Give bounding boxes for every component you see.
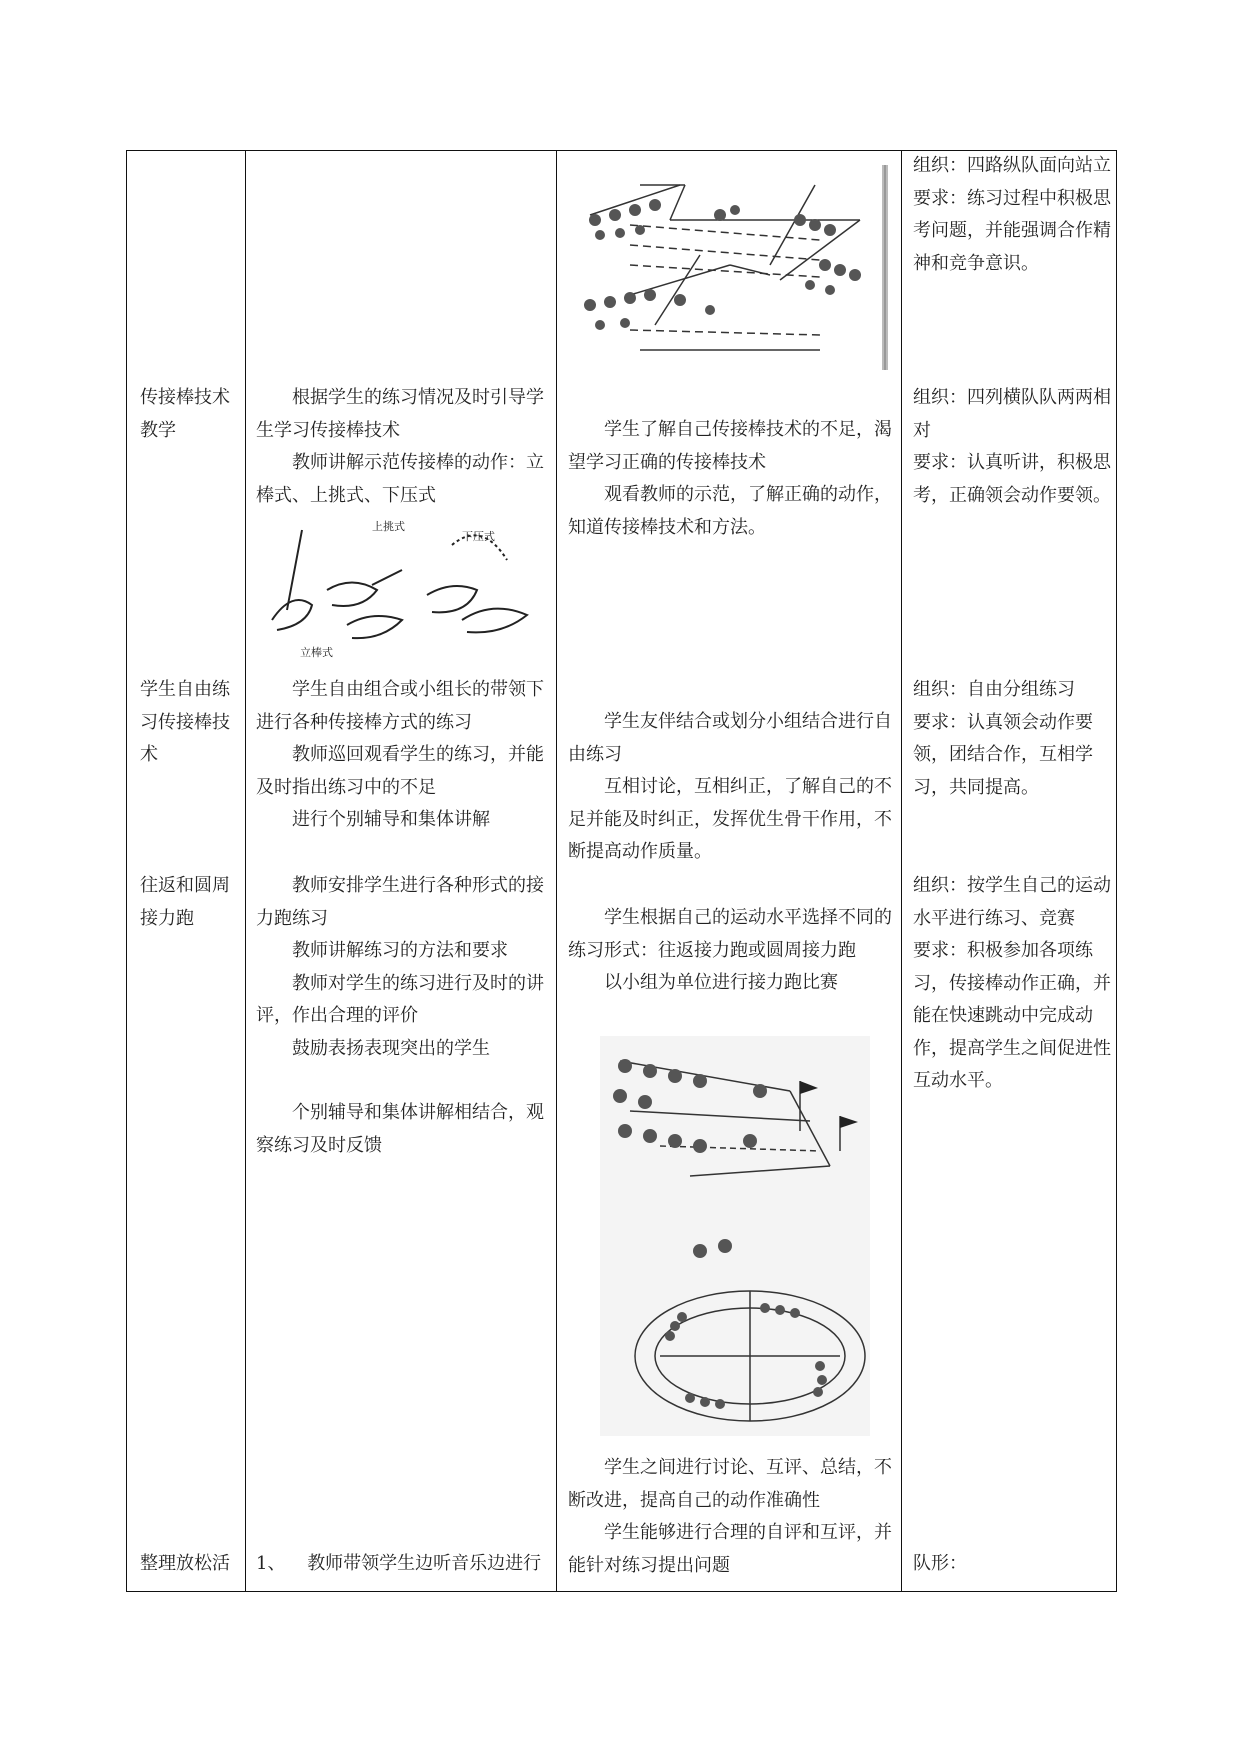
row4-col1-topic: 往返和圆周接力跑 (140, 875, 230, 929)
figure-label-up: 上挑式 (372, 520, 405, 533)
row2-col2-teacher (256, 382, 552, 512)
teacher-activity-line: 教师讲解练习的方法和要求 (292, 940, 508, 961)
student-activity-line: 以小组为单位进行接力跑比赛 (604, 972, 838, 993)
teacher-activity-line: 教师讲解示范传接棒的动作：立棒式、上挑式、下压式 (256, 452, 544, 506)
column-divider (245, 151, 246, 1591)
teacher-activity-line: 教师巡回观看学生的练习，并能及时指出练习中的不足 (256, 744, 544, 798)
row3-col2-teacher (256, 674, 552, 837)
row3-col3-student (568, 706, 898, 869)
row5-col1-topic: 整理放松活 (140, 1553, 230, 1574)
baton-pass-illustration (262, 520, 542, 662)
figure-label-upright: 立棒式 (300, 646, 333, 659)
teacher-activity-line: 根据学生的练习情况及时引导学生学习传接棒技术 (256, 387, 544, 441)
figure-label-down: 下压式 (462, 530, 495, 543)
row2-col3-student (568, 414, 898, 544)
student-activity-line: 学生之间进行讨论、互评、总结，不断改进，提高自己的动作准确性 (568, 1457, 892, 1511)
requirement-text: 要求：认真领会动作要领，团结合作，互相学习，共同提高。 (913, 711, 1093, 798)
row4-col3-student-top (568, 902, 898, 1000)
student-activity-line: 学生能够进行合理的自评和互评，并能针对练习提出问题 (568, 1522, 892, 1576)
teacher-activity-line: 进行个别辅导和集体讲解 (292, 809, 490, 830)
row2-col4-text (913, 382, 1111, 512)
organization-text: 组织：四路纵队面向站立 (913, 155, 1111, 176)
teacher-activity-line: 教师对学生的练习进行及时的讲评，作出合理的评价 (256, 972, 544, 1026)
row3-col1-topic: 学生自由练习传接棒技术 (140, 679, 230, 765)
organization-text: 组织：四列横队队两两相对 (913, 387, 1111, 441)
requirement-text: 要求：练习过程中积极思考问题，并能强调合作精神和竞争意识。 (913, 187, 1111, 274)
row3-col4-text (913, 674, 1111, 804)
column-divider (556, 151, 557, 1591)
organization-text: 组织：按学生自己的运动水平进行练习、竞赛 (913, 875, 1111, 929)
requirement-text: 要求：认真听讲，积极思考，正确领会动作要领。 (913, 452, 1111, 506)
row5-col2-teacher (256, 1548, 556, 1581)
row4-col2-teacher (256, 870, 552, 1162)
teacher-activity-line: 个别辅导和集体讲解相结合，观察练习及时反馈 (256, 1102, 544, 1156)
requirement-text: 要求：积极参加各项练习，传接棒动作正确，并能在快速跳动中完成动作，提高学生之间促进性互动水平。 (913, 940, 1111, 1091)
row4-col3-student-bottom (568, 1452, 898, 1582)
row1-col4-text (913, 150, 1111, 280)
student-activity-line: 学生根据自己的运动水平选择不同的练习形式：往返接力跑或圆周接力跑 (568, 907, 892, 961)
row2-col1-topic: 传接棒技术教学 (140, 387, 230, 441)
row5-col4-text: 队形： (913, 1553, 967, 1574)
student-activity-line: 互相讨论，互相纠正，了解自己的不足并能及时纠正，发挥优生骨干作用，不断提高动作质量。 (568, 776, 892, 862)
column-divider (901, 151, 902, 1591)
student-activity-line: 观看教师的示范，了解正确的动作，知道传接棒技术和方法。 (568, 484, 892, 538)
teacher-activity-line: 学生自由组合或小组长的带领下进行各种传接棒方式的练习 (256, 679, 544, 733)
organization-text: 组织：自由分组练习 (913, 679, 1075, 700)
relay-race-illustration (600, 1036, 870, 1436)
student-activity-line: 学生友伴结合或划分小组结合进行自由练习 (568, 711, 892, 765)
student-activity-line: 学生了解自己传接棒技术的不足，渴望学习正确的传接棒技术 (568, 419, 892, 473)
row4-col4-text (913, 870, 1111, 1098)
relay-formation-illustration (570, 165, 890, 370)
teacher-activity-line: 教师带领学生边听音乐边进行 (307, 1553, 542, 1574)
teacher-activity-line: 鼓励表扬表现突出的学生 (292, 1037, 490, 1059)
list-number: 1、 (256, 1553, 286, 1574)
teacher-activity-line: 教师安排学生进行各种形式的接力跑练习 (256, 875, 544, 929)
